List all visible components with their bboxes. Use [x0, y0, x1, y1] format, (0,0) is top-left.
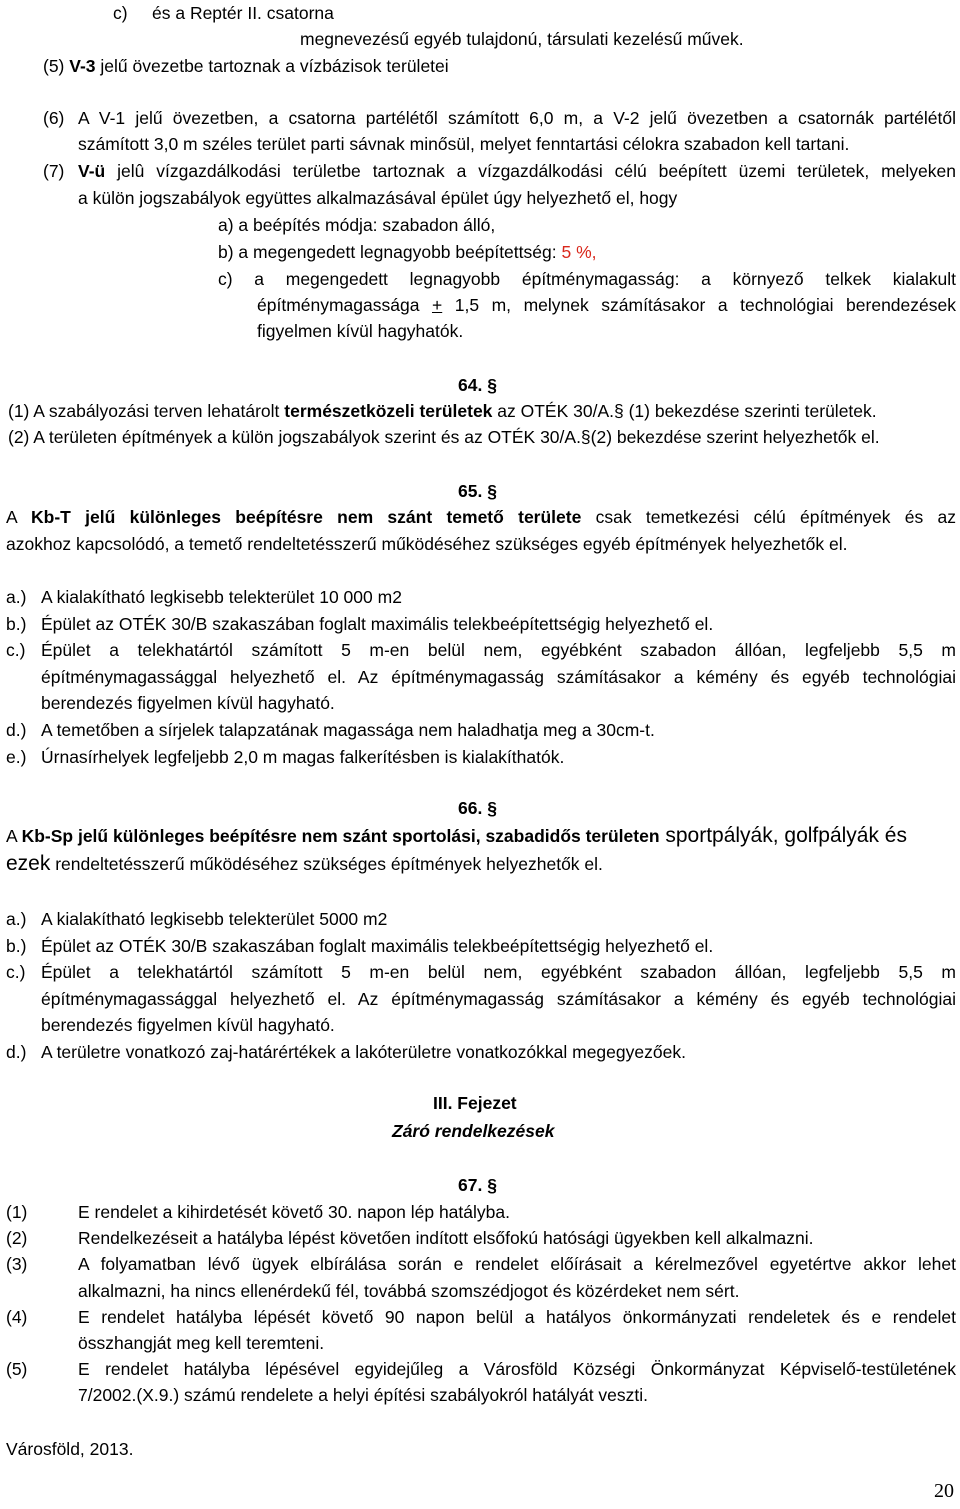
list-item-label: d.)	[6, 720, 27, 740]
sub-item-b: b) a megengedett legnagyobb beépítettség: 5 %,	[218, 242, 597, 262]
zone-code: V-3	[69, 56, 96, 76]
chapter-title: III. Fejezet	[433, 1093, 517, 1113]
section-64-line-2: (2) A területen építmények a külön jogszabályok szerint és az OTÉK 30/A.§(2) bekezdése szerint helyezhetők el.	[8, 427, 880, 447]
list-item-text: Épület az OTÉK 30/B szakaszában foglalt maximális telekbeépítettségig helyezhető el.	[41, 613, 714, 634]
list-item-text: E rendelet a kihirdetését követő 30. napon lép hatályba.	[78, 1202, 510, 1222]
list-item-text: 7/2002.(X.9.) számú rendelete a helyi építési szabályokról hatályát veszti.	[78, 1385, 649, 1406]
page-number: 20	[934, 1480, 954, 1502]
section-title: 64. §	[458, 375, 497, 395]
list-item-text: építménymagassággal helyezhető el. Az építménymagasság számításakor a kémény és egyéb technológiai	[41, 666, 956, 687]
section-65-line-2: azokhoz kapcsolódó, a temető rendeltetésszerű működéséhez szükséges egyéb építmények helyezhetők el.	[6, 534, 848, 554]
list-item-text: A temetőben a sírjelek talapzatának magassága nem haladhatja meg a 30cm-t.	[41, 720, 655, 740]
list-item-label: b.)	[6, 935, 27, 956]
paragraph-number: (7)	[43, 161, 65, 181]
list-item-text: berendezés figyelmen kívül hagyható.	[41, 1015, 335, 1036]
paragraph-number: (6)	[43, 108, 65, 128]
list-item-text: Rendelkezéseit a hatályba lépést követően indított elsőfokú hatósági ügyekben kell alkalmazni.	[78, 1228, 814, 1249]
list-item-text: A folyamatban lévő ügyek elbírálása során e rendelet előírásait a kérelmezővel egyetértve akkor lehet	[78, 1254, 956, 1275]
chapter-subtitle: Záró rendelkezések	[392, 1121, 555, 1141]
section-title: 66. §	[458, 798, 497, 818]
list-item-text: A kialakítható legkisebb telekterület 5000 m2	[41, 909, 388, 929]
item-text-continued: megnevezésű egyéb tulajdonú, társulati kezelésű művek.	[300, 29, 744, 49]
list-item-text: alkalmazni, ha nincs ellenérdekű fél, továbbá szomszédjogot és közérdeket nem sért.	[78, 1280, 740, 1301]
section-66-line-2: ezek rendeltetésszerű működéséhez szükséges építmények helyezhetők el.	[6, 852, 603, 875]
list-item-label: (1)	[6, 1202, 28, 1222]
sub-item-c-line-3: figyelmen kívül hagyhatók.	[257, 321, 464, 341]
section-66-line-1: A Kb-Sp jelű különleges beépítésre nem szánt sportolási, szabadidős területen sportpályák, golfpályák és	[6, 824, 907, 847]
paragraph-number: (5)	[43, 56, 65, 76]
sub-item-c-line-1: c) a megengedett legnagyobb építménymagasság: a környező telkek kialakult	[218, 269, 956, 289]
paragraph-5	[43, 53, 449, 79]
list-item-text: A kialakítható legkisebb telekterület 10 000 m2	[41, 587, 402, 607]
list-item-label: c.)	[6, 640, 26, 661]
paragraph-6-line-2: számított 3,0 m széles terület parti sávnak minősül, melyet fenntartási célokra szabadon kell tartani.	[78, 134, 850, 154]
list-item-text: építménymagassággal helyezhető el. Az építménymagasság számításakor a kémény és egyéb technológiai	[41, 988, 956, 1009]
paragraph-7-line-1: V-ü jelû vízgazdálkodási területbe tartoznak a vízgazdálkodási célú beépített üzemi területek, melyeken	[78, 161, 956, 181]
paragraph-text: jelű övezetbe tartoznak a vízbázisok területei	[95, 56, 449, 76]
list-item-text: E rendelet hatályba lépésével egyidejűleg a Városföld Községi Önkormányzat Képviselő-testületének	[78, 1359, 956, 1380]
list-item-text: összhangját meg kell teremteni.	[78, 1333, 325, 1353]
section-65-line-1: A Kb-T jelű különleges beépítésre nem szánt temető területe csak temetkezési célú építmények és az	[6, 507, 957, 527]
paragraph-6-line-1: A V-1 jelű övezetben, a csatorna partélétől számított 6,0 m, a V-2 jelű övezetben a csatornák partélétől	[78, 108, 956, 128]
list-item-label: b.)	[6, 613, 27, 634]
list-item-text: A területre vonatkozó zaj-határértékek a lakóterületre vonatkozókkal megegyezőek.	[41, 1042, 686, 1062]
list-item-label: c.)	[6, 962, 26, 983]
list-item-text: Épület a telekhatártól számított 5 m-en belül nem, egyébként szabadon állóan, legfeljebb 5,5 m	[41, 962, 956, 983]
place-date: Városföld, 2013.	[6, 1439, 134, 1459]
list-item-label: (2)	[6, 1228, 28, 1249]
list-item-label: a.)	[6, 909, 27, 929]
list-item-text: berendezés figyelmen kívül hagyható.	[41, 693, 335, 714]
list-item-text: Épület az OTÉK 30/B szakaszában foglalt maximális telekbeépítettségig helyezhető el.	[41, 935, 714, 956]
coverage-value: 5 %,	[561, 242, 597, 262]
item-label: c)	[113, 3, 128, 23]
list-item-text: Épület a telekhatártól számított 5 m-en belül nem, egyébként szabadon állóan, legfeljebb 5,5 m	[41, 640, 956, 661]
item-text: és a Reptér II. csatorna	[152, 3, 334, 23]
section-title: 67. §	[458, 1175, 497, 1195]
list-item-label: a.)	[6, 587, 27, 607]
section-title: 65. §	[458, 481, 497, 501]
list-item-label: d.)	[6, 1042, 27, 1062]
sub-item-a: a) a beépítés módja: szabadon álló,	[218, 215, 496, 235]
list-item-label: (3)	[6, 1254, 28, 1275]
section-64-line-1: (1) A szabályozási terven lehatárolt természetközeli területek az OTÉK 30/A.§ (1) bekezdése szerinti területek.	[8, 401, 877, 421]
list-item-label: e.)	[6, 746, 27, 767]
list-item-label: (4)	[6, 1306, 28, 1327]
paragraph-7-line-2: a külön jogszabályok együttes alkalmazásával épület úgy helyezhető el, hogy	[78, 188, 678, 208]
sub-item-c-line-2: építménymagassága + 1,5 m, melynek számításakor a technológiai berendezések	[257, 295, 956, 315]
list-item-text: E rendelet hatályba lépését követő 90 napon belül a hatályos önkormányzati rendeletek és e rendelet	[78, 1306, 956, 1327]
list-item-text: Úrnasírhelyek legfeljebb 2,0 m magas falkerítésben is kialakíthatók.	[41, 746, 565, 767]
zone-code: V-ü	[78, 161, 106, 181]
list-item-label: (5)	[6, 1359, 28, 1380]
